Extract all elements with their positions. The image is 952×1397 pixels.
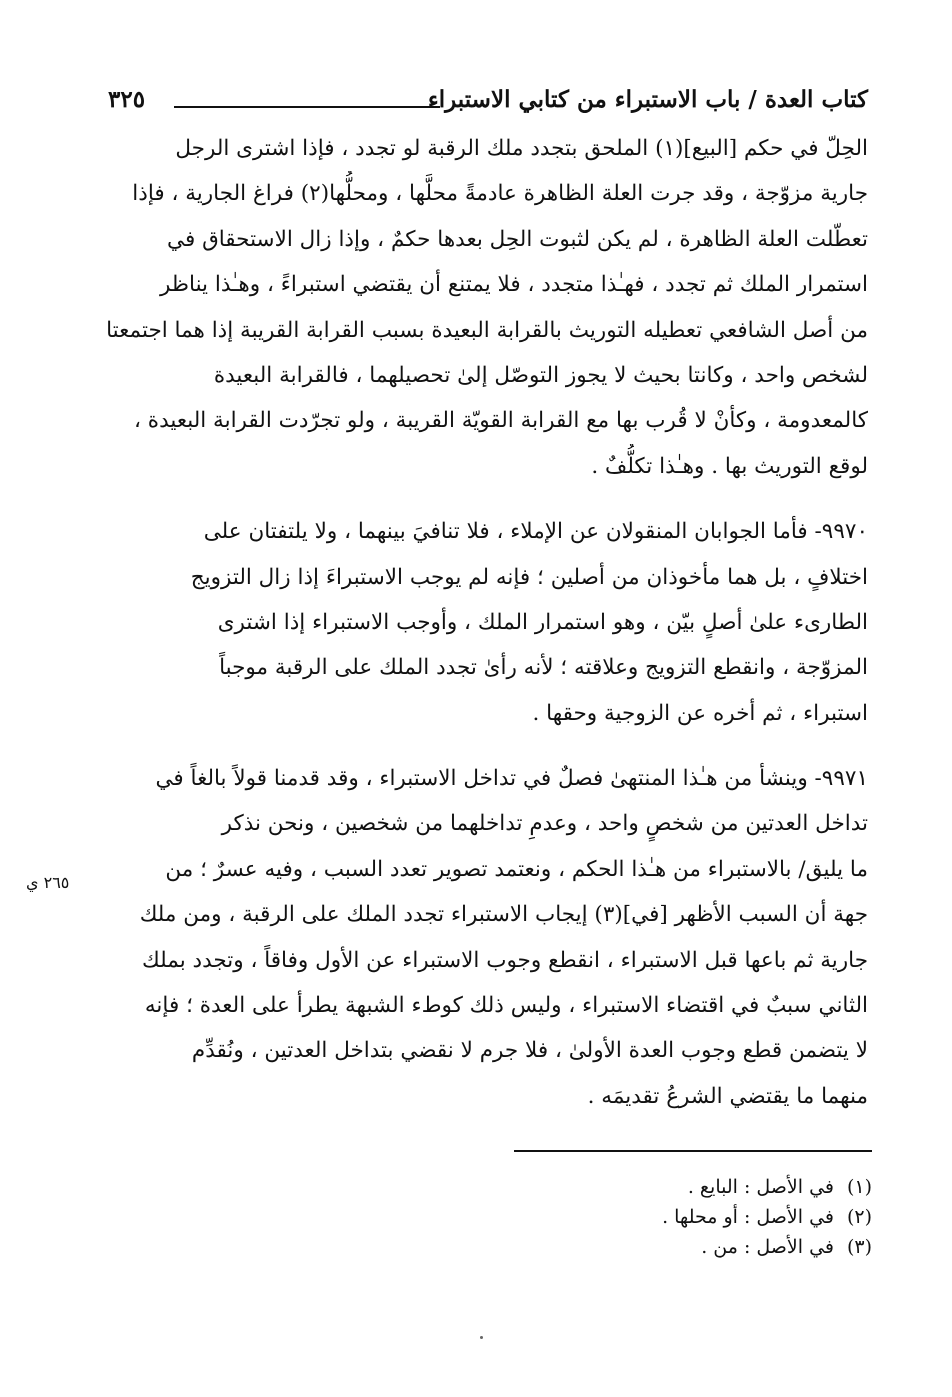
text-line: استمرار الملك ثم تجدد ، فهـٰذا متجدد ، فلا يمتنع أن يقتضي استبراءً ، وهـٰذا يناظر xyxy=(160,272,868,298)
text-line: الحِلّ في حكم [البيع](١) الملحق بتجدد ملك الرقبة لو تجدد ، فإذا اشترى الرجل xyxy=(175,136,868,161)
footnote-number: (٢) xyxy=(846,1206,872,1228)
text-line: منهما ما يقتضي الشرعُ تقديمَه . xyxy=(587,1083,868,1109)
text-line: تعطّلت العلة الظاهرة ، لم يكن لثبوت الحِل بعدها حكمٌ ، وإذا زال الاستحقاق في xyxy=(167,226,868,252)
footnote-item xyxy=(662,1232,872,1262)
text-line: الطارىء علىٰ أصلٍ بيّن ، وهو استمرار الملك ، وأوجب الاستبراء إذا اشترى xyxy=(217,609,868,635)
footnote-separator xyxy=(514,1150,872,1152)
scan-speck xyxy=(480,1336,483,1339)
footnote-number: (٣) xyxy=(846,1236,872,1258)
text-line: لوقع التوريث بها . وهـٰذا تكلُّفٌ . xyxy=(591,453,868,479)
running-title: كتاب العدة / باب الاستبراء من كتابي الاستبراء xyxy=(427,86,868,113)
header-rule xyxy=(174,106,440,108)
page-number: ٣٢٥ xyxy=(108,86,146,113)
text-line: لا يتضمن قطع وجوب العدة الأولىٰ ، فلا جرم لا نقضي بتداخل العدتين ، ونُقدِّم xyxy=(191,1038,868,1064)
footnote-number: (١) xyxy=(846,1176,872,1198)
text-line: المزوّجة ، وانقطع التزويج وعلاقته ؛ لأنه رأىٰ تجدد الملك على الرقبة موجباً xyxy=(219,655,868,681)
footnotes xyxy=(662,1172,872,1262)
footnote-text: في الأصل : من . xyxy=(701,1236,834,1258)
text-line: جارية ثم باعها قبل الاستبراء ، انقطع وجوب الاستبراء عن الأول وفاقاً ، وتجدد بملك xyxy=(142,947,868,973)
text-line: لشخص واحد ، وكانتا بحيث لا يجوز التوصّل إلىٰ تحصيلهما ، فالقرابة البعيدة xyxy=(213,362,868,388)
text-line: كالمعدومة ، وكأنْ لا قُرب بها مع القرابة القويّة القريبة ، ولو تجرّدت القرابة البعيدة ، xyxy=(134,408,868,434)
paragraph-9971-line: ٩٩٧١- وينشأ من هـٰذا المنتهىٰ فصلٌ في تداخل الاستبراء ، وقد قدمنا قولاً بالغاً في xyxy=(155,766,868,792)
footnote-text: في الأصل : أو محلها . xyxy=(662,1206,834,1228)
footnote-item xyxy=(662,1172,872,1202)
text-line: تداخل العدتين من شخصٍ واحد ، وعدمِ تداخلهما من شخصين ، ونحن نذكر xyxy=(221,811,868,837)
text-line: اختلافٍ ، بل هما مأخوذان من أصلين ؛ فإنه لم يوجب الاستبراءَ إذا زال التزويج xyxy=(190,564,868,590)
text-line: ما يليق/ بالاستبراء من هـٰذا الحكم ، ونعتمد تصوير تعدد السبب ، وفيه عسرٌ ؛ من xyxy=(165,856,868,882)
paragraph-9970-line: ٩٩٧٠- فأما الجوابان المنقولان عن الإملاء ، فلا تنافيَ بينهما ، ولا يلتفتان على xyxy=(203,519,868,545)
footnote-text: في الأصل : البايع . xyxy=(687,1176,834,1198)
page-header xyxy=(108,82,868,122)
paragraph-gap xyxy=(94,489,868,509)
text-line: جارية مزوّجة ، وقد جرت العلة الظاهرة عادمةً محلَّها ، ومحلُّها(٢) فراغ الجارية ، فإذا xyxy=(132,181,868,207)
paragraph-gap xyxy=(94,736,868,756)
main-text xyxy=(94,126,868,1119)
footnote-item xyxy=(662,1202,872,1232)
text-line: الثاني سببٌ في اقتضاء الاستبراء ، وليس ذلك كوطء الشبهة يطرأ على العدة ؛ فإنه xyxy=(144,993,868,1019)
text-line: جهة أن السبب الأظهر [في](٣) إيجاب الاستبراء تجدد الملك على الرقبة ، ومن ملك xyxy=(139,902,868,928)
text-line: من أصل الشافعي تعطيله التوريث بالقرابة البعيدة بسبب القرابة القريبة إذا هما اجتمعتا xyxy=(106,317,868,343)
margin-folio-note: ٢٦٥ ي xyxy=(26,873,70,892)
text-line: استبراء ، ثم أخره عن الزوجية وحقها . xyxy=(532,700,868,726)
